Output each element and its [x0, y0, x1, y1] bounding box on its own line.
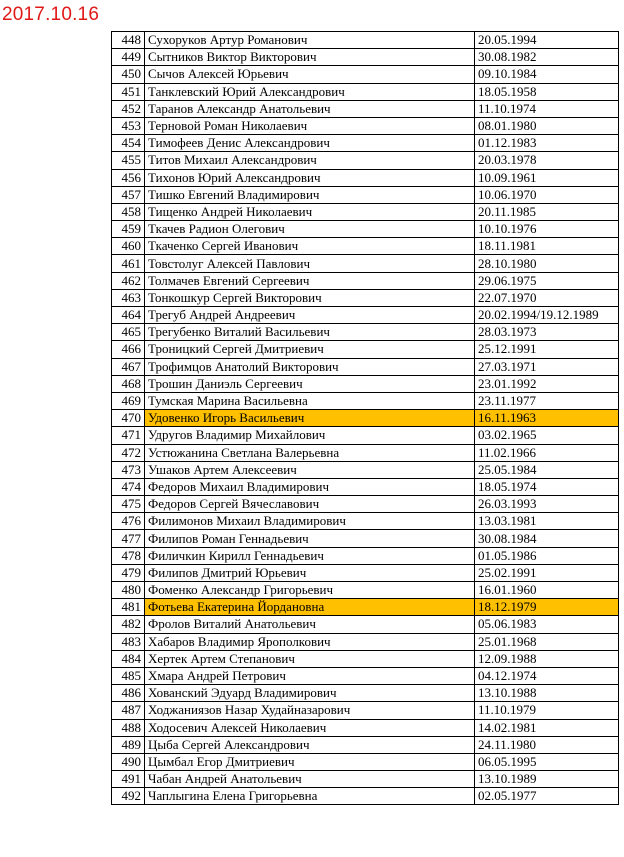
birth-date-cell: 25.05.1984 — [475, 461, 619, 478]
table-row — [112, 788, 619, 805]
table-row — [112, 564, 619, 581]
table-row — [112, 410, 619, 427]
birth-date-cell: 18.05.1974 — [475, 478, 619, 495]
table-row — [112, 650, 619, 667]
row-number-cell: 474 — [112, 478, 145, 495]
birth-date-cell: 16.01.1960 — [475, 582, 619, 599]
table-row — [112, 633, 619, 650]
full-name-cell: Удругов Владимир Михайлович — [145, 427, 475, 444]
table-row — [112, 32, 619, 49]
table-row — [112, 289, 619, 306]
birth-date-cell: 29.06.1975 — [475, 272, 619, 289]
row-number-cell: 459 — [112, 221, 145, 238]
birth-date-cell: 20.03.1978 — [475, 152, 619, 169]
birth-date-cell: 10.06.1970 — [475, 186, 619, 203]
full-name-cell: Терновой Роман Николаевич — [145, 117, 475, 134]
row-number-cell: 483 — [112, 633, 145, 650]
birth-date-cell: 16.11.1963 — [475, 410, 619, 427]
date-stamp: 2017.10.16 — [2, 4, 100, 25]
table-row — [112, 66, 619, 83]
full-name-cell: Филимонов Михаил Владимирович — [145, 513, 475, 530]
birth-date-cell: 06.05.1995 — [475, 753, 619, 770]
full-name-cell: Фоменко Александр Григорьевич — [145, 582, 475, 599]
table-row — [112, 358, 619, 375]
table-row — [112, 719, 619, 736]
row-number-cell: 482 — [112, 616, 145, 633]
full-name-cell: Фотьева Екатерина Йордановна — [145, 599, 475, 616]
row-number-cell: 457 — [112, 186, 145, 203]
birth-date-cell: 03.02.1965 — [475, 427, 619, 444]
row-number-cell: 449 — [112, 49, 145, 66]
table-row — [112, 152, 619, 169]
table-row — [112, 186, 619, 203]
birth-date-cell: 02.05.1977 — [475, 788, 619, 805]
birth-date-cell: 04.12.1974 — [475, 667, 619, 684]
birth-date-cell: 11.10.1974 — [475, 100, 619, 117]
table-row — [112, 771, 619, 788]
full-name-cell: Чаплыгина Елена Григорьевна — [145, 788, 475, 805]
row-number-cell: 479 — [112, 564, 145, 581]
birth-date-cell: 01.12.1983 — [475, 135, 619, 152]
birth-date-cell: 11.10.1979 — [475, 702, 619, 719]
row-number-cell: 489 — [112, 736, 145, 753]
birth-date-cell: 13.10.1988 — [475, 685, 619, 702]
birth-date-cell: 25.01.1968 — [475, 633, 619, 650]
table-row — [112, 221, 619, 238]
row-number-cell: 492 — [112, 788, 145, 805]
birth-date-cell: 30.08.1982 — [475, 49, 619, 66]
full-name-cell: Тищенко Андрей Николаевич — [145, 203, 475, 220]
full-name-cell: Филипов Дмитрий Юрьевич — [145, 564, 475, 581]
row-number-cell: 461 — [112, 255, 145, 272]
birth-date-cell: 18.05.1958 — [475, 83, 619, 100]
row-number-cell: 478 — [112, 547, 145, 564]
full-name-cell: Толмачев Евгений Сергеевич — [145, 272, 475, 289]
full-name-cell: Тонкошкур Сергей Викторович — [145, 289, 475, 306]
full-name-cell: Тишко Евгений Владимирович — [145, 186, 475, 203]
table-row — [112, 736, 619, 753]
row-number-cell: 470 — [112, 410, 145, 427]
table-row — [112, 444, 619, 461]
full-name-cell: Филипов Роман Геннадьевич — [145, 530, 475, 547]
row-number-cell: 475 — [112, 496, 145, 513]
birth-date-cell: 25.02.1991 — [475, 564, 619, 581]
row-number-cell: 462 — [112, 272, 145, 289]
table-row — [112, 392, 619, 409]
full-name-cell: Тимофеев Денис Александрович — [145, 135, 475, 152]
full-name-cell: Сытников Виктор Викторович — [145, 49, 475, 66]
full-name-cell: Фролов Виталий Анатольевич — [145, 616, 475, 633]
row-number-cell: 486 — [112, 685, 145, 702]
row-number-cell: 491 — [112, 771, 145, 788]
full-name-cell: Троницкий Сергей Дмитриевич — [145, 341, 475, 358]
table-row — [112, 461, 619, 478]
birth-date-cell: 11.02.1966 — [475, 444, 619, 461]
row-number-cell: 485 — [112, 667, 145, 684]
table-row — [112, 513, 619, 530]
full-name-cell: Устюжанина Светлана Валерьевна — [145, 444, 475, 461]
row-number-cell: 463 — [112, 289, 145, 306]
full-name-cell: Федоров Сергей Вячеславович — [145, 496, 475, 513]
full-name-cell: Трошин Даниэль Сергеевич — [145, 375, 475, 392]
birth-date-cell: 13.10.1989 — [475, 771, 619, 788]
birth-date-cell: 05.06.1983 — [475, 616, 619, 633]
birth-date-cell: 23.01.1992 — [475, 375, 619, 392]
table-row — [112, 272, 619, 289]
birth-date-cell: 20.11.1985 — [475, 203, 619, 220]
row-number-cell: 484 — [112, 650, 145, 667]
table-row — [112, 582, 619, 599]
birth-date-cell: 18.11.1981 — [475, 238, 619, 255]
birth-date-cell: 28.03.1973 — [475, 324, 619, 341]
table-row — [112, 478, 619, 495]
birth-date-cell: 30.08.1984 — [475, 530, 619, 547]
full-name-cell: Сухоруков Артур Романович — [145, 32, 475, 49]
table-row — [112, 117, 619, 134]
row-number-cell: 460 — [112, 238, 145, 255]
table-row — [112, 547, 619, 564]
row-number-cell: 469 — [112, 392, 145, 409]
table-row — [112, 702, 619, 719]
table-row — [112, 83, 619, 100]
row-number-cell: 465 — [112, 324, 145, 341]
birth-date-cell: 18.12.1979 — [475, 599, 619, 616]
full-name-cell: Товстолуг Алексей Павлович — [145, 255, 475, 272]
row-number-cell: 468 — [112, 375, 145, 392]
full-name-cell: Чабан Андрей Анатольевич — [145, 771, 475, 788]
row-number-cell: 472 — [112, 444, 145, 461]
birth-date-cell: 09.10.1984 — [475, 66, 619, 83]
full-name-cell: Удовенко Игорь Васильевич — [145, 410, 475, 427]
row-number-cell: 481 — [112, 599, 145, 616]
row-number-cell: 488 — [112, 719, 145, 736]
full-name-cell: Танклевский Юрий Александрович — [145, 83, 475, 100]
row-number-cell: 451 — [112, 83, 145, 100]
row-number-cell: 452 — [112, 100, 145, 117]
full-name-cell: Ходосевич Алексей Николаевич — [145, 719, 475, 736]
birth-date-cell: 25.12.1991 — [475, 341, 619, 358]
full-name-cell: Филичкин Кирилл Геннадьевич — [145, 547, 475, 564]
row-number-cell: 450 — [112, 66, 145, 83]
table-row — [112, 49, 619, 66]
birth-date-cell: 23.11.1977 — [475, 392, 619, 409]
roster-table-body — [112, 32, 619, 805]
table-row — [112, 341, 619, 358]
row-number-cell: 454 — [112, 135, 145, 152]
table-row — [112, 324, 619, 341]
table-row — [112, 616, 619, 633]
full-name-cell: Трегубенко Виталий Васильевич — [145, 324, 475, 341]
row-number-cell: 487 — [112, 702, 145, 719]
table-row — [112, 169, 619, 186]
row-number-cell: 490 — [112, 753, 145, 770]
row-number-cell: 473 — [112, 461, 145, 478]
full-name-cell: Федоров Михаил Владимирович — [145, 478, 475, 495]
roster-table — [111, 31, 619, 805]
table-row — [112, 203, 619, 220]
birth-date-cell: 26.03.1993 — [475, 496, 619, 513]
full-name-cell: Таранов Александр Анатольевич — [145, 100, 475, 117]
table-row — [112, 496, 619, 513]
full-name-cell: Хованский Эдуард Владимирович — [145, 685, 475, 702]
table-row — [112, 530, 619, 547]
table-row — [112, 255, 619, 272]
row-number-cell: 453 — [112, 117, 145, 134]
row-number-cell: 471 — [112, 427, 145, 444]
full-name-cell: Цыба Сергей Александрович — [145, 736, 475, 753]
row-number-cell: 456 — [112, 169, 145, 186]
full-name-cell: Хабаров Владимир Ярополкович — [145, 633, 475, 650]
birth-date-cell: 20.02.1994/19.12.1989 — [475, 307, 619, 324]
row-number-cell: 448 — [112, 32, 145, 49]
row-number-cell: 455 — [112, 152, 145, 169]
birth-date-cell: 24.11.1980 — [475, 736, 619, 753]
full-name-cell: Трегуб Андрей Андреевич — [145, 307, 475, 324]
birth-date-cell: 12.09.1988 — [475, 650, 619, 667]
birth-date-cell: 01.05.1986 — [475, 547, 619, 564]
table-row — [112, 427, 619, 444]
birth-date-cell: 20.05.1994 — [475, 32, 619, 49]
birth-date-cell: 14.02.1981 — [475, 719, 619, 736]
table-row — [112, 238, 619, 255]
birth-date-cell: 08.01.1980 — [475, 117, 619, 134]
full-name-cell: Сычов Алексей Юрьевич — [145, 66, 475, 83]
row-number-cell: 477 — [112, 530, 145, 547]
full-name-cell: Хмара Андрей Петрович — [145, 667, 475, 684]
birth-date-cell: 10.10.1976 — [475, 221, 619, 238]
table-row — [112, 375, 619, 392]
table-row — [112, 135, 619, 152]
full-name-cell: Тумская Марина Васильевна — [145, 392, 475, 409]
table-row — [112, 667, 619, 684]
birth-date-cell: 27.03.1971 — [475, 358, 619, 375]
row-number-cell: 476 — [112, 513, 145, 530]
full-name-cell: Ушаков Артем Алексеевич — [145, 461, 475, 478]
full-name-cell: Трофимцов Анатолий Викторович — [145, 358, 475, 375]
table-row — [112, 685, 619, 702]
row-number-cell: 467 — [112, 358, 145, 375]
table-row — [112, 599, 619, 616]
row-number-cell: 480 — [112, 582, 145, 599]
table-row — [112, 307, 619, 324]
full-name-cell: Ходжаниязов Назар Худайназарович — [145, 702, 475, 719]
full-name-cell: Хертек Артем Степанович — [145, 650, 475, 667]
full-name-cell: Ткаченко Сергей Иванович — [145, 238, 475, 255]
birth-date-cell: 13.03.1981 — [475, 513, 619, 530]
full-name-cell: Ткачев Радион Олегович — [145, 221, 475, 238]
birth-date-cell: 22.07.1970 — [475, 289, 619, 306]
full-name-cell: Титов Михаил Александрович — [145, 152, 475, 169]
table-row — [112, 753, 619, 770]
table-row — [112, 100, 619, 117]
row-number-cell: 466 — [112, 341, 145, 358]
birth-date-cell: 28.10.1980 — [475, 255, 619, 272]
row-number-cell: 464 — [112, 307, 145, 324]
full-name-cell: Тихонов Юрий Александрович — [145, 169, 475, 186]
row-number-cell: 458 — [112, 203, 145, 220]
full-name-cell: Цымбал Егор Дмитриевич — [145, 753, 475, 770]
birth-date-cell: 10.09.1961 — [475, 169, 619, 186]
